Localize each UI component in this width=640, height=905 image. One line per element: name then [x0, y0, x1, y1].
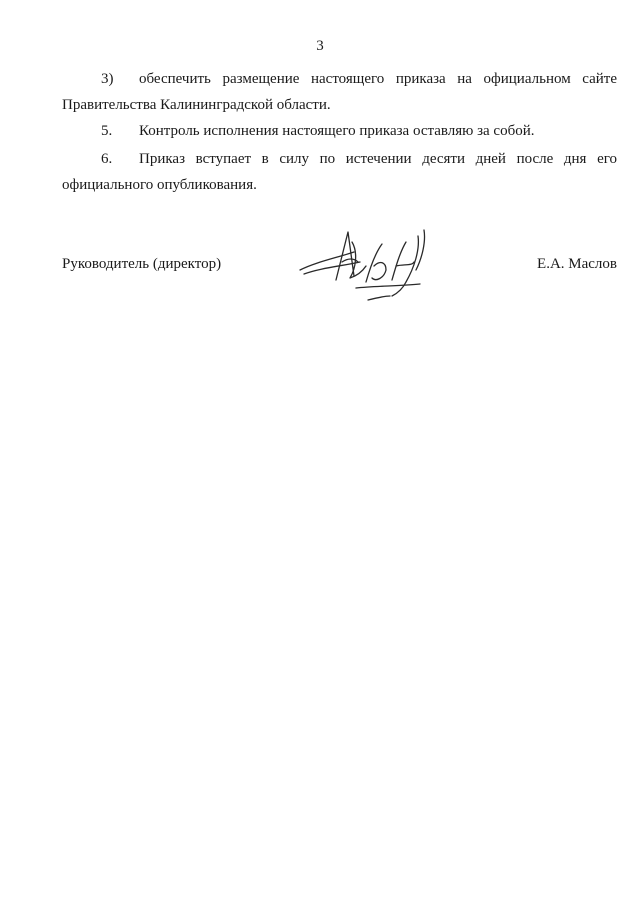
paragraph-text: обеспечить размещение настоящего приказа на официальном сайте — [139, 71, 617, 87]
paragraph-continuation: официального опубликования. — [62, 177, 257, 193]
paragraph-number: 5. — [101, 123, 113, 139]
order-body-item-6 — [62, 146, 617, 198]
paragraph-number: 3) — [101, 71, 114, 87]
paragraph-item-3 — [62, 66, 617, 118]
paragraph-item-6 — [62, 146, 617, 198]
signatory-name: Е.А. Маслов — [537, 256, 617, 272]
paragraph-text: Приказ вступает в силу по истечении десяти дней после дня его — [139, 151, 617, 167]
order-body — [62, 66, 617, 118]
handwritten-signature — [296, 222, 436, 308]
signatory-position: Руководитель (директор) — [62, 256, 222, 272]
paragraph-continuation: Правительства Калининградской области. — [62, 97, 331, 113]
paragraph-item-5 — [62, 118, 617, 144]
paragraph-number: 6. — [101, 151, 113, 167]
order-body-item-5 — [62, 118, 617, 144]
paragraph-text: Контроль исполнения настоящего приказа оставляю за собой. — [139, 123, 535, 139]
page-number: 3 — [316, 38, 324, 54]
